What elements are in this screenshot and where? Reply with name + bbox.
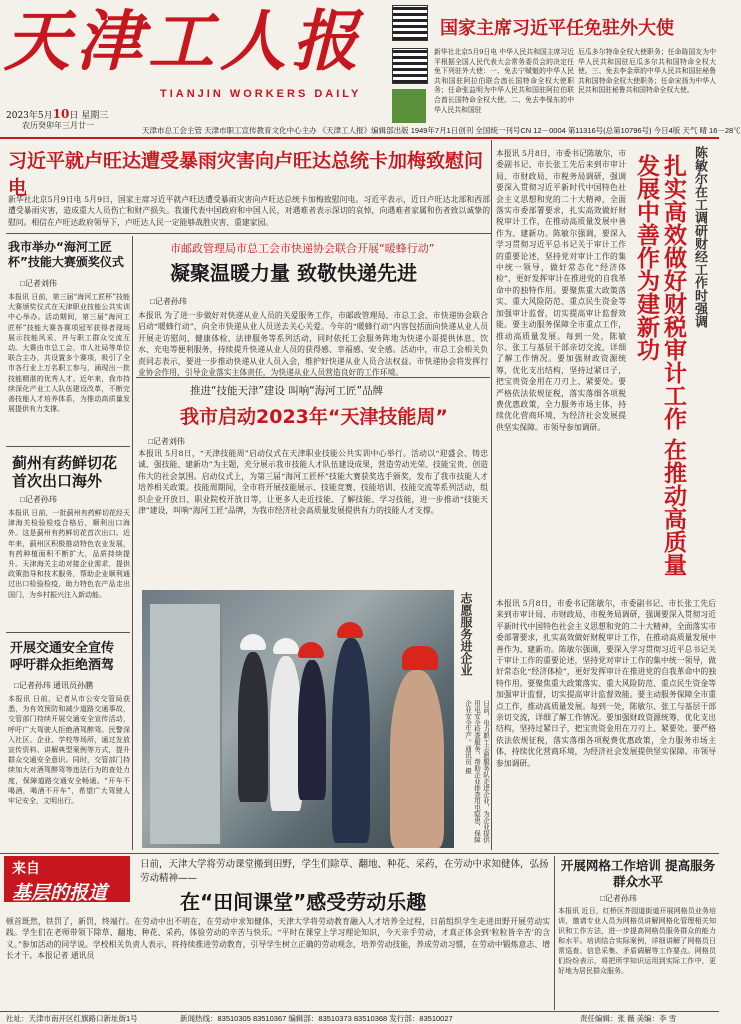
divider: [136, 377, 490, 378]
electrical-cabinet: [150, 604, 222, 844]
medicine-body: 本报讯 日前，一批蓟州有药鲜切花经天津海关检验检疫合格后，顺利出口海外。这是蓟州有药鲜切花首次出口。近年来，蓟州区积极推动特色农业发展，有药种植面积不断扩大，品质持续提升。天津海关主动对接企业需求，提供政策指导和技术服务，帮助企业顺利通过出口检验检疫，助力特色农产品走出国门，为乡村振兴注入新动能。: [8, 509, 130, 599]
helmet-icon: [240, 634, 266, 650]
worker-figure: [298, 660, 326, 800]
date-month: 2023年5月: [6, 111, 53, 121]
masthead-english: TIANJIN WORKERS DAILY: [160, 88, 362, 100]
grid-training-title: 开展网格工作培训 提高服务群众水平: [560, 858, 716, 889]
skills-award-byline: □记者刘伟: [20, 279, 57, 288]
grassroots-body: 顿首既然，铁罚了，新罚，终端行。在劳动中出不明在，在劳动中求知健体，天津大学将劳动教育融入人才培养全过程，日前组织学生走进田野开展劳动实践。学生们在老师带领下除草、翻地、种花、采药，体验劳动的辛苦与快乐。“平时在课堂上学习理论知识，今天亲手劳动，才真正体会到‘粒粒皆辛苦’的含义。”参加活动的同学说。学校相关负责人表示，将持续推进劳动教育，引导学生树立正确的劳动观念，培养劳动技能，养成劳动习惯，在劳动中锻炼意志、增长才干。本报记者 通讯员: [6, 917, 550, 961]
top-news-col1: 新华社北京5月9日电 中华人民共和国主席习近平根据全国人民代表大会常务委员会的决定任免下列驻外大使：一、免去宁赋魁的中华人民共和国驻阿拉伯联合酋长国特命全权大使职务；任命张益明为中华人民共和国驻阿拉伯联合酋长国特命全权大使。二、免去李保东的中华人民共和国驻: [434, 48, 574, 114]
masthead-logo: 天津工人报: [4, 2, 364, 80]
express-body: 本报讯 为了进一步做好对快递从业人员的关爱服务工作，市邮政管理局、市总工会、市快递协会联合启动“暖蜂行动”，向全市快递从业人员送去关心关爱。今年的“暖蜂行动”内容包括面向快递从业人员开展走访慰问、健康体检、法律服务等系列活动，同时依托工会服务阵地为快递小哥提供休息、饮水、充电等便利服务，持续提升快递从业人员的获得感、幸福感、安全感。活动中，市总工会相关负责同志表示，要进一步推动快递从业人员入会，维护好快递从业人员合法权益。市快递协会将发挥行业协会作用，引导企业落实主体责任，为快递从业人员营造良好的工作环境。: [138, 311, 488, 378]
divider: [491, 140, 492, 850]
top-news-title: 国家主席习近平任免驻外大使: [440, 18, 674, 39]
footer-phones: 新闻热线：83510305 83510367 编辑部：83510373 83510368 发行部：83510027: [180, 1014, 453, 1023]
grid-training-byline: □记者孙玮: [600, 894, 637, 903]
worker-figure: [238, 652, 268, 802]
express-kicker: 市邮政管理局市总工会市快递协会联合开展“暖蜂行动”: [170, 242, 435, 255]
qr-code-icon: [392, 48, 428, 84]
wechat-icon: [392, 89, 426, 123]
masthead-meta: 天津市总工会主管 天津市职工宣传教育文化中心主办 《天津工人报》编辑部出版 1949年7月1日创刊 全国统一刊号CN 12－0004 第11316号(总第10796号) 今日4版 天气 晴 16－28℃: [142, 126, 741, 135]
skills-week-byline: □记者刘伟: [148, 437, 185, 446]
feature-body-a: 本报讯 5月8日，市委书记陈敏尔，市委副书记、市长张工先后来到市审计局、市财政局、市税务局调研，强调要深入贯彻习近平新时代中国特色社会主义思想和党的二十大精神，全面落实市委部署要求，扎实高效做好财税审计工作，在推动高质量发展中善作为、建新功。陈敏尔强调，要深入学习贯彻习近平总书记关于审计工作的重要论述，坚持党对审计工作的集中统一领导，做好常态化“经济体检”，更好发挥审计在推进党的自我革命中的独特作用。要聚焦重大政策落实、重大风险防范、重点民生资金等加强审计监督，切实提高审计监督效能。要主动服务保障全市重点工作，推动高质量发展。每到一处，陈敏尔、张工与基层干部亲切交流，详细了解工作情况。要加强财政资源统筹，优化支出结构，坚持过紧日子，把宝贵资金用在刀刃上、紧要处。要严格依法依规征税，落实落细各项税费优惠政策，全力服务市场主体，持续优化营商环境，为经济社会发展提供坚实保障。市领导参加调研。: [496, 149, 626, 432]
helmet-icon: [298, 642, 324, 658]
grid-training-body: 本报讯 近日，红桥区芥园道街道开展网格员业务培训，邀请专业人员为网格员讲解网格化管理相关知识和工作方法，进一步提高网格员服务群众的能力和水平。培训结合实际案例，详细讲解了网格员日常巡查、信息采集、矛盾调解等工作要点。网格员们纷纷表示，将把所学知识运用到实际工作中，更好地为居民群众服务。: [558, 907, 716, 975]
grassroots-title: 在“田间课堂”感受劳动乐趣: [180, 890, 427, 914]
footer-address: 社址：天津市南开区红旗路口新址街1号: [6, 1014, 138, 1023]
traffic-title: 开展交通安全宣传 呼吁群众拒绝酒驾: [10, 641, 115, 673]
worker-figure: [390, 670, 444, 848]
lead-body: 新华社北京5月9日电 5月9日，国家主席习近平就卢旺达遭受暴雨灾害向卢旺达总统卡加梅致慰问电。习近平表示，近日卢旺达北部和西部遭受暴雨灾害，造成重大人员伤亡和财产损失。我谨代表中国政府和中国人民，对遇难者表示深切的哀悼，向遇难者家属和伤者致以诚挚的慰问。相信在卢旺达政府领导下，卢旺达人民一定能够战胜灾害、重建家园。: [8, 195, 490, 227]
divider: [6, 446, 130, 447]
feature-body-b: 本报讯 5月8日，市委书记陈敏尔，市委副书记、市长张工先后来到市审计局、市财政局、市税务局调研，强调要深入贯彻习近平新时代中国特色社会主义思想和党的二十大精神，全面落实市委部署要求，扎实高效做好财税审计工作，在推动高质量发展中善作为、建新功。陈敏尔强调，要深入学习贯彻习近平总书记关于审计工作的重要论述，坚持党对审计工作的集中统一领导，做好常态化“经济体检”，更好发挥审计在推进党的自我革命中的独特作用。要聚焦重大政策落实、重大风险防范、重点民生资金等加强审计监督，切实提高审计监督效能。要主动服务保障全市重点工作，推动高质量发展。每到一处，陈敏尔、张工与基层干部亲切交流，详细了解工作情况。要加强财政资源统筹，优化支出结构，坚持过紧日子，把宝贵资金用在刀刃上、紧要处。要严格依法依规征税，落实落细各项税费优惠政策，全力服务市场主体，持续优化营商环境，为经济社会发展提供坚实保障。市领导参加调研。: [496, 599, 716, 768]
dateline: [6, 107, 108, 121]
divider: [0, 853, 719, 854]
lunar-date: 农历癸卯年三月廿一: [22, 121, 94, 130]
lead-title: 习近平就卢旺达遭受暴雨灾害向卢旺达总统卡加梅致慰问电: [8, 150, 484, 199]
feature-title: 扎实高效做好财税审计工作 在推动高质量发展中善作为建新功: [633, 154, 686, 577]
feature-author: 陈敏尔在工调研财经工作时强调: [692, 146, 707, 328]
header-rule: [0, 137, 719, 139]
footer-staff: 责任编辑：张 薇 美编：李 雪: [580, 1014, 677, 1023]
skills-week-body: 本报讯 5月8日，“天津技能周”启动仪式在天津职业技能公共实训中心举行。活动以“迎盛会、铸忠诚、强技能、建新功”为主题，充分展示我市技能人才队伍建设成果，营造劳动光荣、技能宝贵、创造伟大的社会氛围。启动仪式上，为第三届“海河工匠杯”技能大赛获奖选手颁奖，发布了我市技能人才培养相关政策。技能周期间，全市将开展技能展示、技能竞赛、技能培训、技能交流等系列活动，组织企业开放日、职业院校开放日等，让更多人走近技能、了解技能、学习技能，进一步推动“技能天津”建设，叫响“海河工匠”品牌，为我市经济社会高质量发展提供有力的技能人才支撑。: [138, 449, 488, 516]
express-byline: □记者孙玮: [150, 297, 187, 306]
skills-award-title: 我市举办“海河工匠杯”技能大赛颁奖仪式: [8, 240, 124, 269]
grassroots-kicker: 日前，天津大学将劳动课堂搬到田野，学生们除草、翻地、种花、采药，在劳动中求知健体，弘扬劳动精神——: [140, 859, 549, 884]
express-title: 凝聚温暖力量 致敬快递先进: [170, 261, 417, 285]
top-news-col2: 厄瓜多尔特命全权大使职务；任命陈国友为中华人民共和国驻厄瓜多尔共和国特命全权大使。三、免去李金章的中华人民共和国驻秘鲁共和国特命全权大使职务；任命宋扬为中华人民共和国驻秘鲁共和国特命全权大使。: [578, 48, 716, 95]
medicine-byline: □记者孙玮: [20, 495, 57, 504]
divider: [0, 1011, 719, 1012]
footer: [0, 1011, 719, 1024]
helmet-icon: [273, 638, 299, 654]
skills-week-kicker: 推进“技能天津”建设 叫响“海河工匠”品牌: [190, 385, 384, 397]
date-day: 10: [52, 107, 70, 121]
skills-award-body: 本报讯 日前，第三届“海河工匠杯”技能大赛颁奖仪式在天津职业技能公共实训中心举办。活动期间，第三届“海河工匠杯”技能大赛各赛项冠军获得者现场展示技能风采，并与职工群众交流互动。大赛由市总工会、市人社局等单位联合主办，共设置多个赛项，吸引了全市各行业上万名职工参与，涌现出一批技能精湛的优秀人才。近年来，我市持续深化产业工人队伍建设改革，不断完善技能人才培养体系，为推动高质量发展提供有力支撑。: [8, 293, 130, 414]
qr-code-icon: [392, 5, 428, 41]
divider: [132, 236, 133, 850]
traffic-body: 本报讯 日前，记者从市公安交管局获悉，为有效预防和减少道路交通事故，交管部门持续开展交通安全宣传活动，呼吁广大驾驶人拒绝酒驾醉驾。民警深入社区、企业、学校等场所，通过发放宣传资料、讲解典型案例等方式，提升群众交通安全意识。同时，交管部门持续加大对酒驾醉驾等违法行为的查处力度，保障道路交通安全畅通。“开车不喝酒，喝酒不开车”，希望广大驾驶人牢记安全，文明出行。: [8, 695, 130, 806]
grassroots-badge: [4, 856, 130, 902]
badge-line2: 基层的报道: [12, 882, 108, 904]
medicine-title: 蓟州有药鲜切花首次出口海外: [12, 454, 118, 490]
divider: [6, 632, 130, 633]
skills-week-title: 我市启动2023年“天津技能周”: [180, 406, 448, 428]
divider: [6, 233, 492, 234]
photo-side-title: 志愿服务进企业: [459, 592, 473, 676]
worker-figure: [332, 638, 370, 843]
divider: [554, 856, 555, 1010]
helmet-icon: [402, 646, 438, 670]
news-photo: [142, 590, 454, 848]
photo-caption: 日前，电力职工志愿服务队走进企业，为企业提供用电安全检查服务，帮助企业排查用电隐患，保障企业安全生产。通讯员 摄: [464, 700, 490, 843]
traffic-byline: □记者孙玮 通讯员孙鹏: [14, 681, 94, 690]
badge-line1: 来自: [12, 861, 40, 877]
date-weekday: 日 星期三: [69, 111, 109, 121]
helmet-icon: [337, 622, 363, 638]
